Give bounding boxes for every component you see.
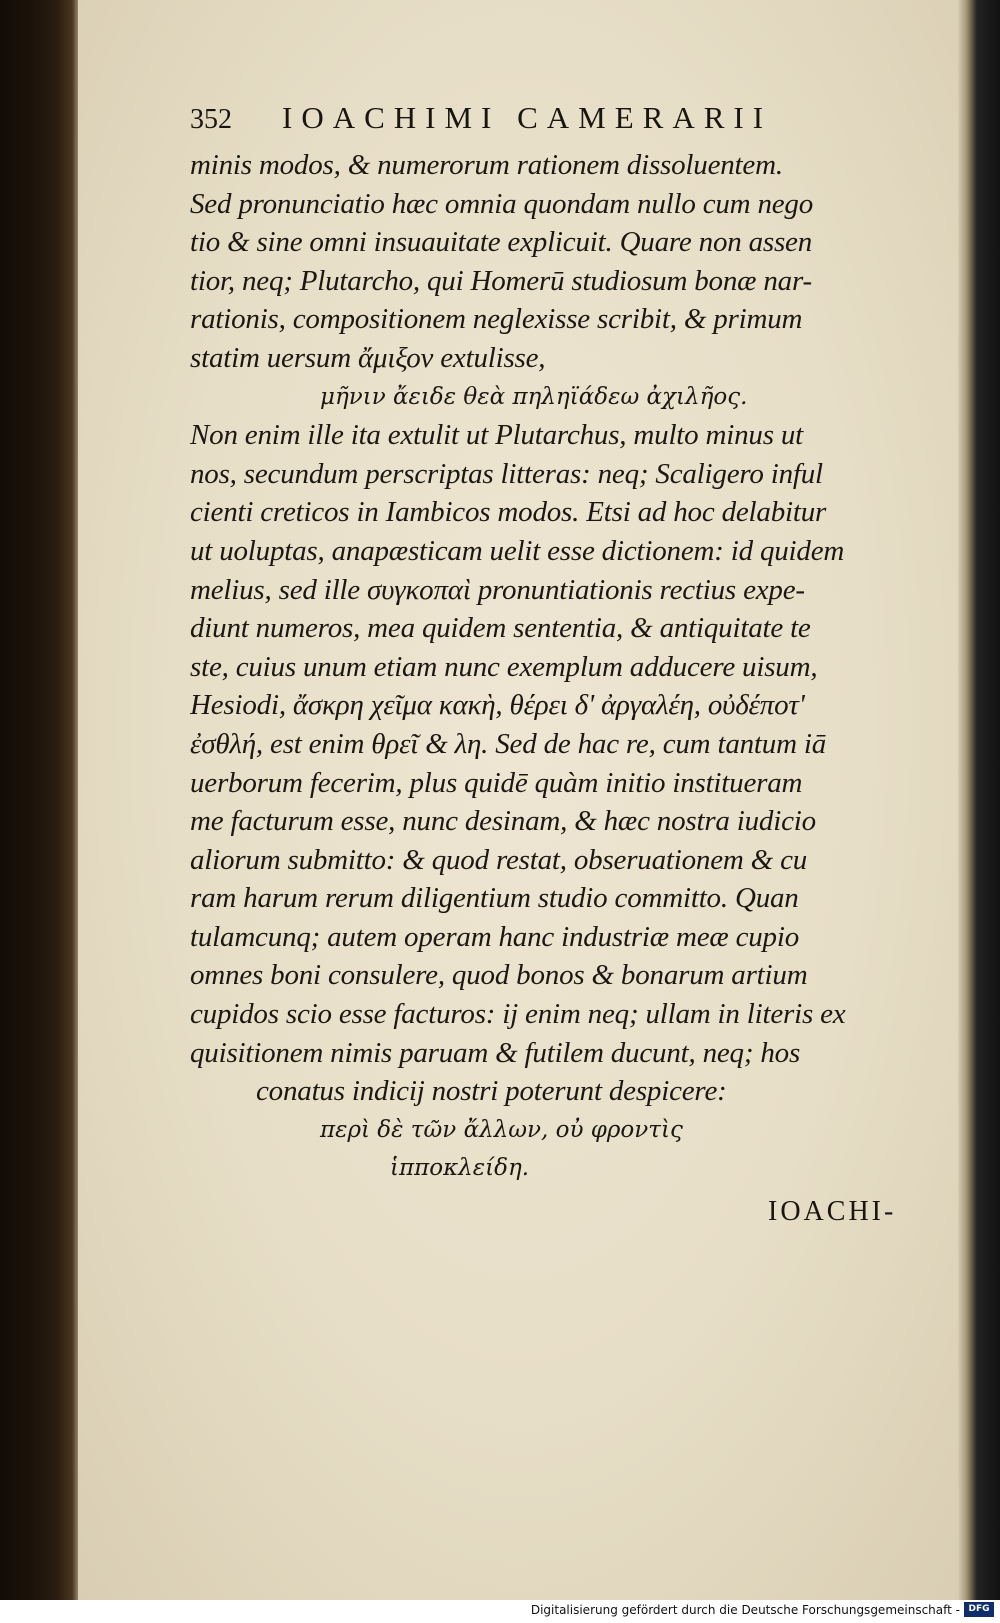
page-edge (958, 0, 1000, 1600)
running-head (190, 100, 880, 146)
running-head-title: IOACHIMI CAMERARII (282, 100, 773, 135)
text-line: me facturum esse, nunc desinam, & hæc nostra iudicio (190, 805, 816, 838)
text-line: ste, cuius unum etiam nunc exemplum adducere uisum, (190, 650, 818, 683)
text-line: rationis, compositionem neglexisse scribit, & primum (190, 303, 803, 336)
text-line: omnes boni consulere, quod bonos & bonarum artium (190, 959, 808, 992)
text-line: minis modos, & numerorum rationem dissoluentem. (190, 149, 783, 181)
text-line: Hesiodi, ἄσκρη χεῖμα κακὴ, θέρει δ' ἀργαλέη, οὐδέποτ' (190, 689, 805, 722)
text-line: Non enim ille ita extulit ut Plutarchus, multo minus ut (190, 419, 803, 452)
text-line: diunt numeros, mea quidem sententia, & antiquitate te (190, 612, 811, 645)
text-line: melius, sed ille συγκοπαὶ pronuntiationis rectius expe- (190, 573, 805, 606)
text-line: Sed pronunciatio hæc omnia quondam nullo cum nego (190, 187, 814, 220)
catchword: IOACHI- (768, 1196, 897, 1227)
greek-verse-quote: μῆνιν ἄειδε θεὰ πηληϊάδεω ἀχιλῆος. (320, 383, 748, 410)
text-line: cienti creticos in Iambicos modos. Etsi ad hoc delabitur (190, 496, 827, 529)
book-gutter-shadow (0, 0, 82, 1623)
page-body (190, 100, 880, 1188)
text-line: conatus indicij nostri poterunt despicere: (256, 1075, 727, 1108)
text-line: ἐσθλή, est enim θρεῖ & λη. Sed de hac re, cum tantum iā (190, 727, 827, 760)
digitization-credit: Digitalisierung gefördert durch die Deutsche Forschungsgemeinschaft - (530, 1603, 960, 1617)
text-line: tio & sine omni insuauitate explicuit. Quare non assen (190, 226, 813, 259)
text-line: tulamcunq; autem operam hanc industriæ meæ cupio (190, 920, 800, 953)
closing-greek-quote: περὶ δὲ τῶν ἄλλων, οὐ φροντὶς (320, 1116, 683, 1143)
text-line: ut uoluptas, anapæsticam uelit esse dictionem: id quidem (190, 534, 845, 567)
dfg-logo-icon: DFG (964, 1602, 994, 1617)
text-line: quisitionem nimis paruam & futilem ducunt, neq; hos (190, 1036, 801, 1069)
text-line: cupidos scio esse facturos: ij enim neq; ullam in literis ex (190, 998, 846, 1031)
text-line: aliorum submitto: & quod restat, obseruationem & cu (190, 843, 808, 876)
text-line: tior, neq; Plutarcho, qui Homerū studiosum bonæ nar- (190, 264, 812, 297)
text-line: statim uersum ἄμιξον extulisse, (190, 341, 546, 374)
page-number: 352 (190, 104, 232, 135)
closing-greek-quote-end: ἱπποκλείδη. (390, 1155, 530, 1182)
text-line: nos, secundum perscriptas litteras: neq; Scaligero inful (190, 457, 823, 490)
text-line: ram harum rerum diligentium studio committo. Quan (190, 882, 799, 915)
text-line: uerborum fecerim, plus quidē quàm initio institueram (190, 766, 803, 799)
